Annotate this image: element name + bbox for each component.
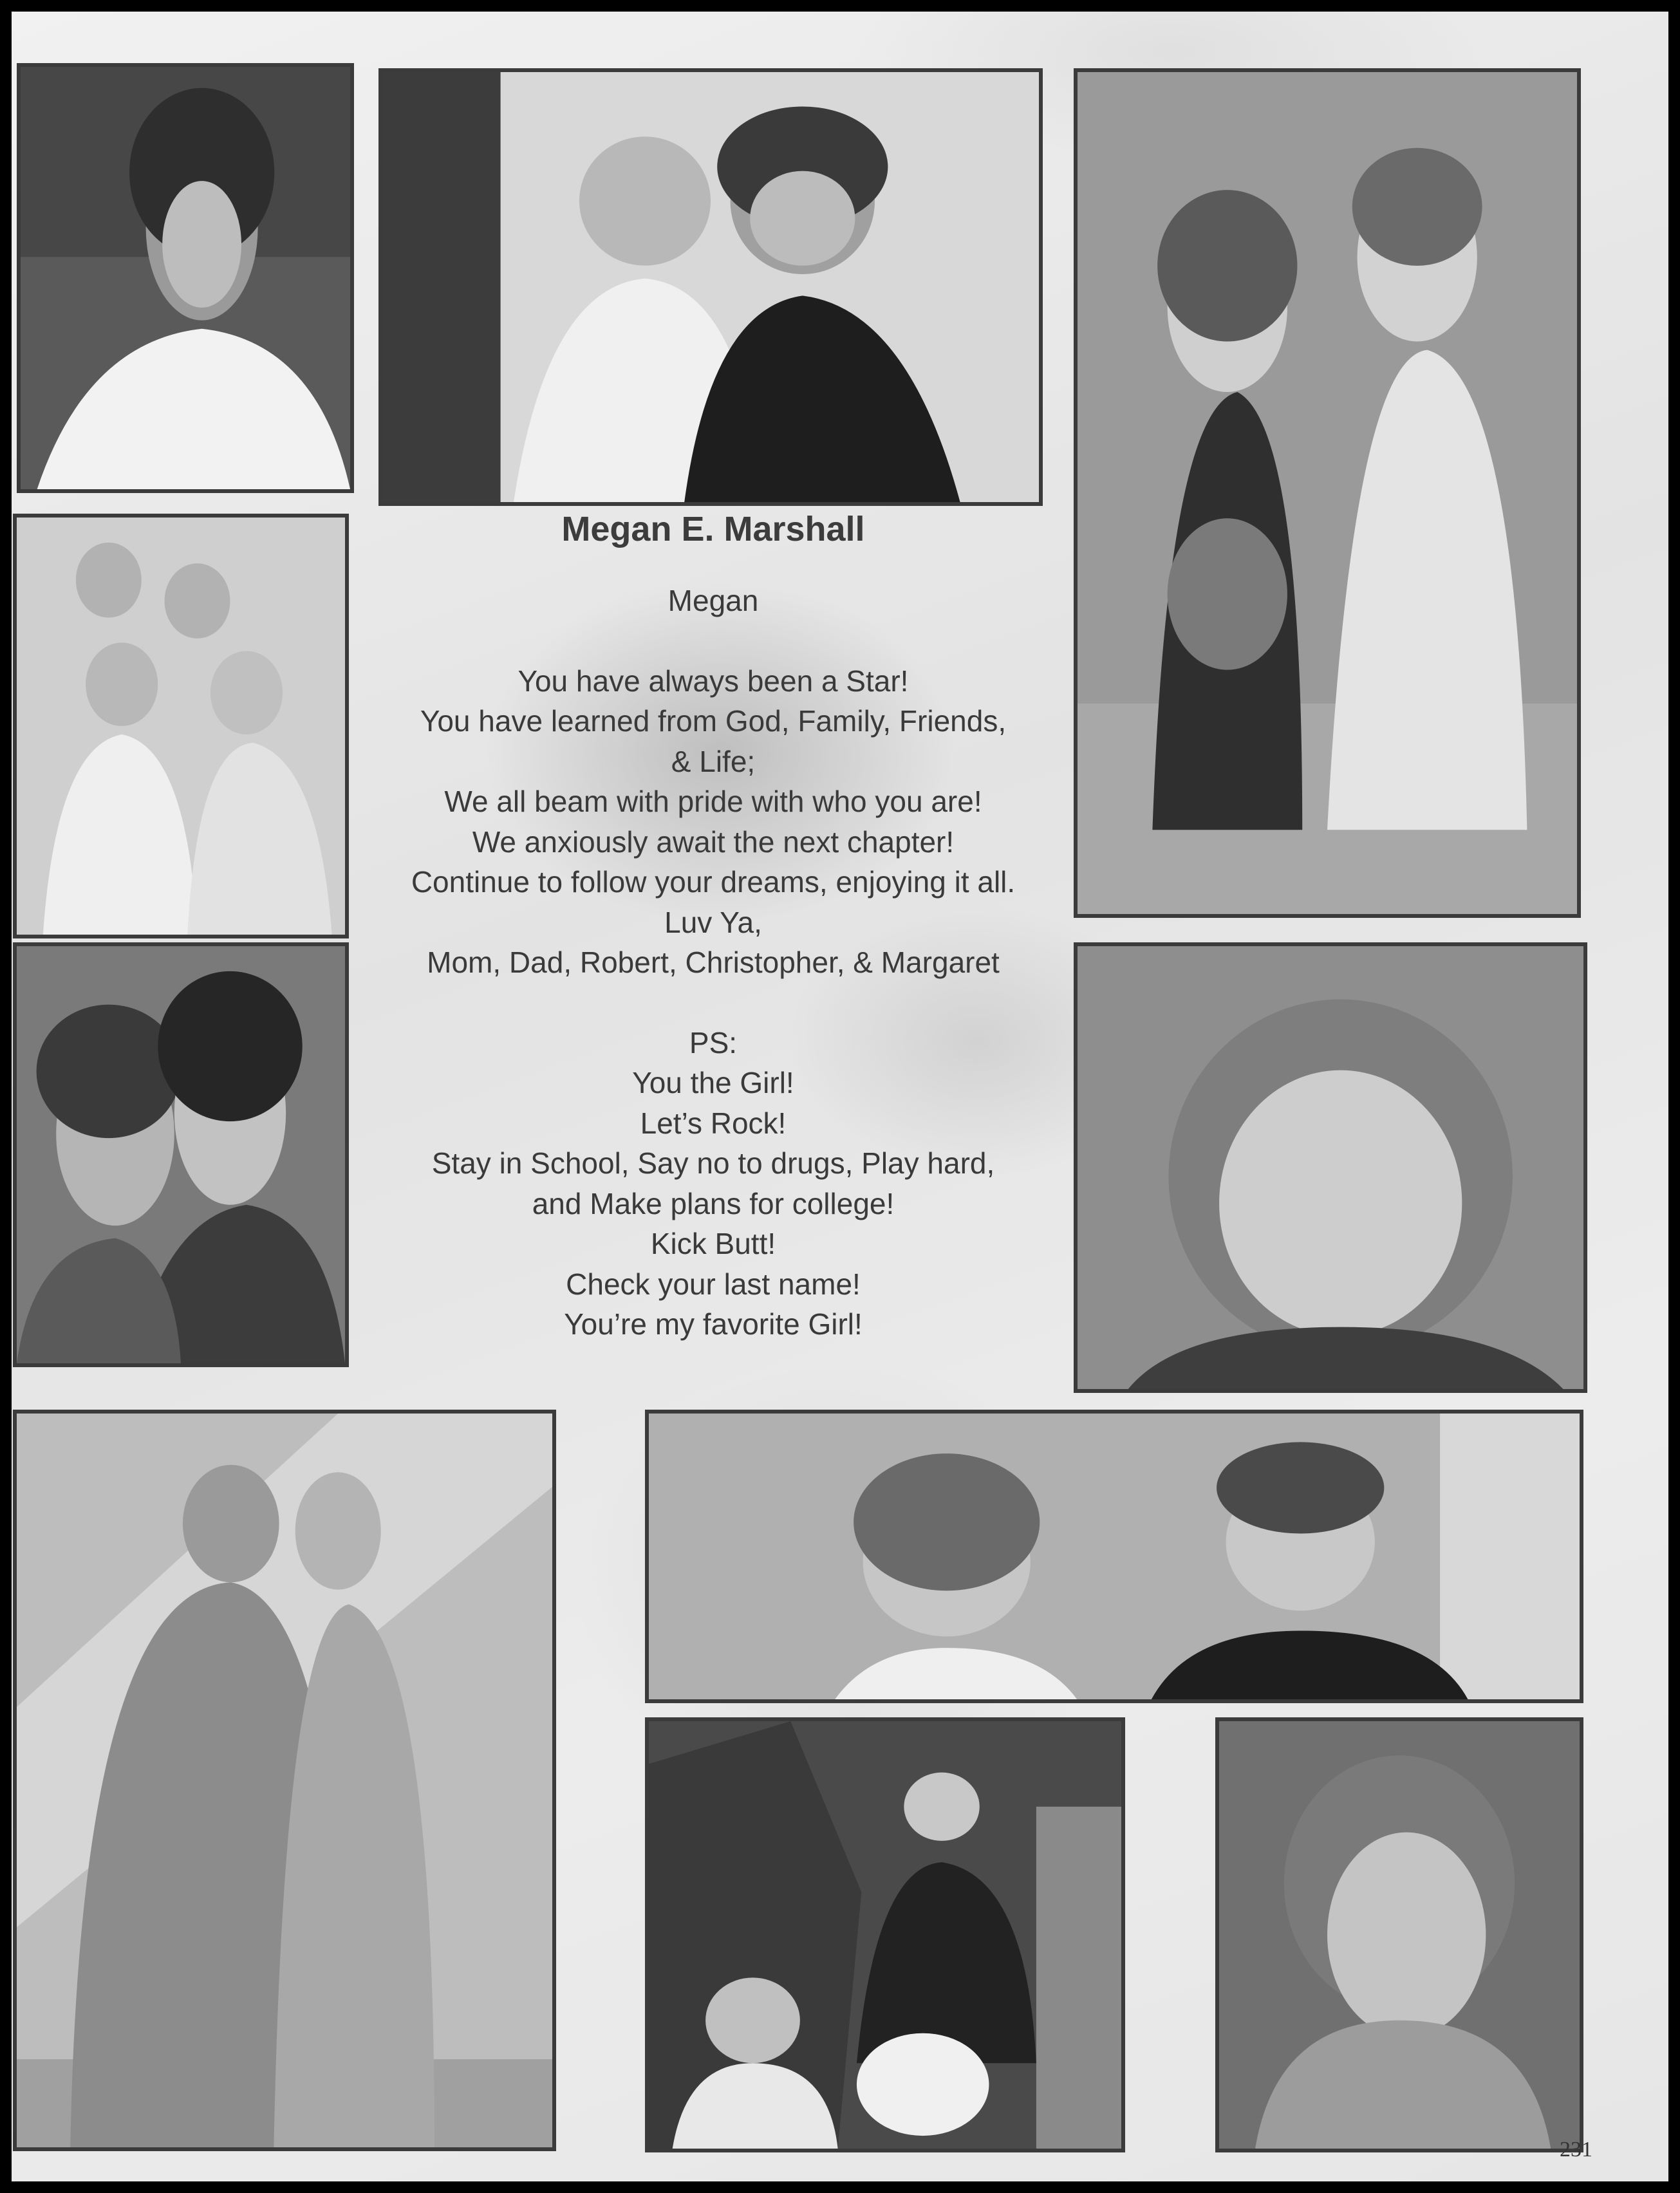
message-line: You have learned from God, Family, Friends, xyxy=(420,704,1007,738)
salutation: Megan xyxy=(667,584,759,617)
ps-line: Let’s Rock! xyxy=(640,1106,787,1140)
photo-portrait-senior xyxy=(17,63,354,493)
spacer xyxy=(359,983,1067,1023)
message-line: Mom, Dad, Robert, Christopher, & Margaret xyxy=(427,946,1000,979)
tribute-message xyxy=(359,506,1067,1345)
spacer xyxy=(359,621,1067,661)
message-line: You have always been a Star! xyxy=(518,664,909,698)
photo-child-portrait xyxy=(1215,1717,1583,2152)
photo-four-kids xyxy=(13,514,349,938)
photo-two-toddlers xyxy=(645,1410,1583,1703)
message-line: Luv Ya, xyxy=(664,905,762,939)
photo-toddlers-with-toy xyxy=(1074,68,1581,918)
yearbook-page xyxy=(12,12,1668,2181)
ps-line: Check your last name! xyxy=(566,1267,861,1301)
photo-couple xyxy=(378,68,1043,506)
photo-three-kids-christmas xyxy=(645,1717,1125,2152)
photo-father-daughter xyxy=(13,1410,556,2151)
message-line: & Life; xyxy=(671,744,756,778)
ps-line: You’re my favorite Girl! xyxy=(564,1307,863,1341)
page-number: 231 xyxy=(1560,2138,1592,2161)
ps-label: PS: xyxy=(689,1025,738,1059)
message-line: Continue to follow your dreams, enjoying it all. xyxy=(411,865,1016,899)
photo-mother-daughter xyxy=(13,942,349,1367)
page-title: Megan E. Marshall xyxy=(561,510,865,548)
message-line: We all beam with pride with who you are! xyxy=(444,785,982,818)
ps-line: You the Girl! xyxy=(632,1066,794,1099)
message-line: We anxiously await the next chapter! xyxy=(472,825,955,859)
ps-line: Kick Butt! xyxy=(650,1227,776,1260)
ps-line: and Make plans for college! xyxy=(532,1186,895,1220)
photo-toddler-closeup xyxy=(1074,942,1587,1393)
ps-line: Stay in School, Say no to drugs, Play hard, xyxy=(431,1146,995,1180)
